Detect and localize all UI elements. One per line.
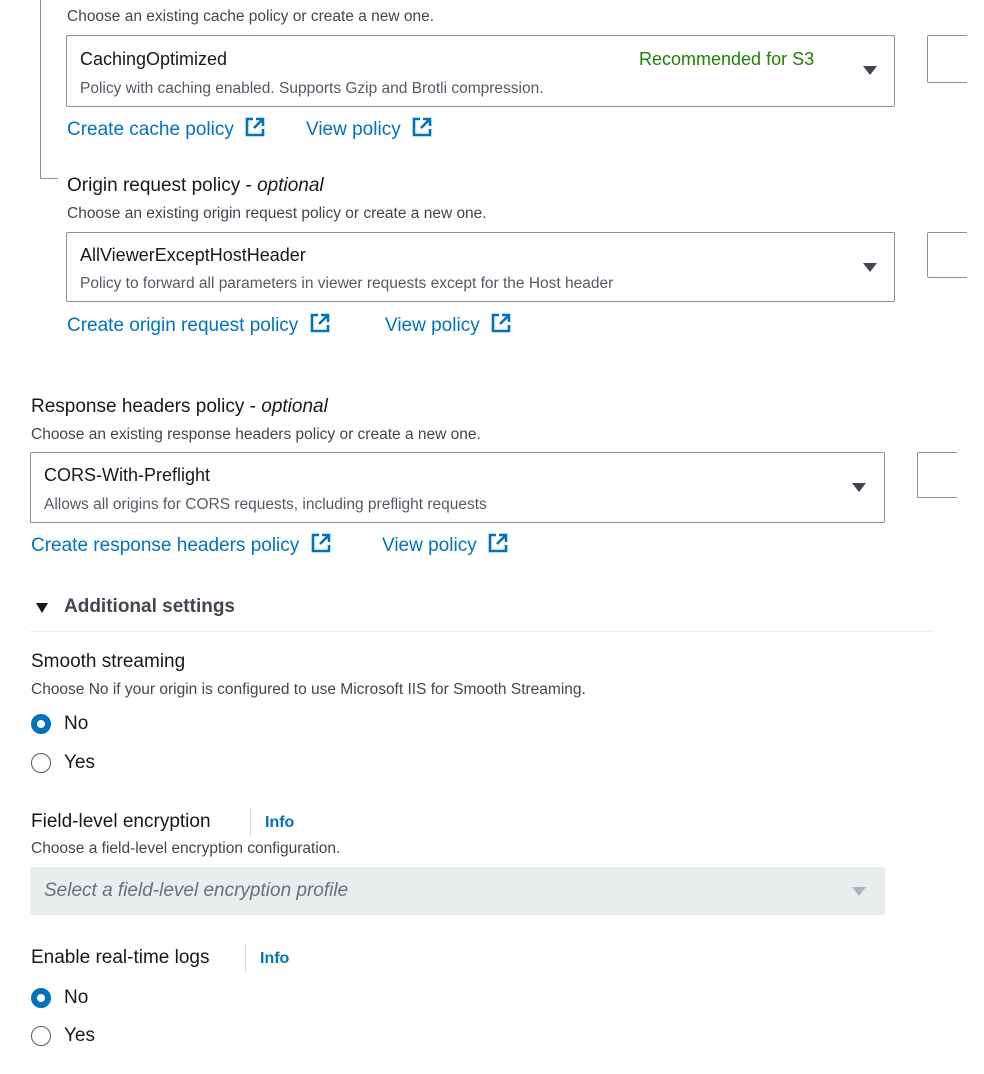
view-cache-policy-label: View policy (306, 119, 401, 140)
origin-request-policy-adjacent-box (927, 232, 967, 278)
external-link-icon (412, 117, 432, 137)
realtime-logs-option-yes[interactable]: Yes (64, 1025, 95, 1046)
optional-tag: optional (257, 175, 324, 196)
origin-request-policy-label (67, 175, 324, 197)
realtime-logs-label: Enable real-time logs (31, 947, 210, 968)
create-cache-policy-label: Create cache policy (67, 119, 234, 140)
field-level-encryption-placeholder: Select a field-level encryption profile (44, 880, 349, 901)
field-level-encryption-description: Choose a field-level encryption configuration. (31, 840, 341, 857)
external-link-icon (311, 533, 331, 553)
cache-policy-adjacent-box (927, 35, 967, 83)
triangle-down-icon (35, 602, 49, 614)
realtime-logs-option-no[interactable]: No (64, 987, 89, 1008)
label-info-separator (250, 808, 251, 836)
view-response-headers-policy-label: View policy (382, 535, 477, 556)
smooth-streaming-option-yes[interactable]: Yes (64, 752, 95, 773)
realtime-logs-radio-yes[interactable] (31, 1026, 51, 1046)
cache-policy-select[interactable] (66, 35, 895, 107)
caret-down-icon (863, 66, 877, 75)
cache-policy-selected: CachingOptimized (80, 49, 228, 69)
tree-connector-vertical (40, 0, 41, 178)
smooth-streaming-radio-no[interactable] (31, 714, 51, 734)
smooth-streaming-label: Smooth streaming (31, 651, 186, 672)
cache-policy-description: Choose an existing cache policy or create a new one. (67, 8, 435, 25)
field-level-encryption-label: Field-level encryption (31, 811, 211, 832)
view-origin-request-policy-label: View policy (385, 315, 480, 336)
create-origin-request-policy-label: Create origin request policy (67, 315, 299, 336)
realtime-logs-info-link[interactable]: Info (260, 950, 290, 967)
smooth-streaming-description: Choose No if your origin is configured to use Microsoft IIS for Smooth Streaming. (31, 681, 586, 698)
optional-tag: optional (261, 396, 328, 417)
create-response-headers-policy-link[interactable] (31, 533, 331, 557)
response-headers-policy-description: Choose an existing response headers policy or create a new one. (31, 426, 481, 443)
view-cache-policy-link[interactable] (306, 117, 432, 141)
caret-down-icon (863, 263, 877, 272)
view-origin-request-policy-link[interactable] (385, 313, 511, 337)
origin-request-policy-selected-description: Policy to forward all parameters in viewer requests except for the Host header (80, 275, 614, 292)
create-response-headers-policy-label: Create response headers policy (31, 535, 300, 556)
field-level-encryption-info-link[interactable]: Info (265, 814, 295, 831)
response-headers-policy-selected: CORS-With-Preflight (44, 465, 211, 485)
external-link-icon (310, 313, 330, 333)
external-link-icon (245, 117, 265, 137)
additional-settings-divider (30, 631, 932, 632)
caret-down-icon (852, 483, 866, 492)
response-headers-policy-select[interactable] (30, 452, 885, 523)
origin-request-policy-label-text: Origin request policy - (67, 175, 258, 196)
label-info-separator (245, 944, 246, 972)
response-headers-policy-selected-description: Allows all origins for CORS requests, including preflight requests (44, 496, 487, 513)
tree-connector-horizontal (40, 178, 58, 179)
origin-request-policy-select[interactable] (66, 232, 895, 302)
response-headers-policy-label-text: Response headers policy - (31, 396, 262, 417)
smooth-streaming-radio-yes[interactable] (31, 753, 51, 773)
smooth-streaming-option-no[interactable]: No (64, 713, 89, 734)
create-origin-request-policy-link[interactable] (67, 313, 330, 337)
cache-policy-selected-description: Policy with caching enabled. Supports Gzip and Brotli compression. (80, 80, 544, 97)
external-link-icon (491, 313, 511, 333)
response-headers-policy-label (31, 396, 328, 418)
field-level-encryption-select (30, 867, 885, 915)
response-headers-policy-adjacent-box (917, 452, 957, 498)
caret-down-icon (852, 887, 866, 896)
recommended-badge: Recommended for S3 (639, 49, 815, 69)
realtime-logs-radio-no[interactable] (31, 988, 51, 1008)
external-link-icon (488, 533, 508, 553)
origin-request-policy-selected: AllViewerExceptHostHeader (80, 245, 306, 265)
origin-request-policy-description: Choose an existing origin request policy or create a new one. (67, 205, 487, 222)
create-cache-policy-link[interactable] (67, 117, 265, 141)
view-response-headers-policy-link[interactable] (382, 533, 508, 557)
additional-settings-title: Additional settings (64, 596, 235, 617)
